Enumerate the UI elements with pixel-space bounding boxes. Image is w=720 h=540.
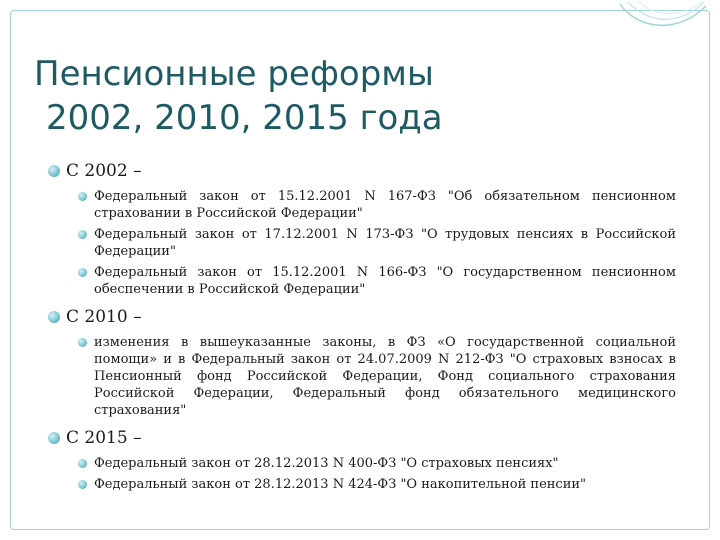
list-item xyxy=(36,334,676,419)
list-item-text: изменения в вышеуказанные законы, в ФЗ «О государственной социальной помощи» и в Федеральный закон от 24.07.2009 N 212-ФЗ "О страховых взносах в Пенсионный фонд Российской Федерации, Фонд социального страхования Российской Федерации, Федеральный фонд обязательного медицинского страхования" xyxy=(94,335,676,418)
list-item-text: Федеральный закон от 15.12.2001 N 166-ФЗ "О государственном пенсионном обеспечении в Российской Федерации" xyxy=(94,265,676,297)
bullet-icon xyxy=(78,230,87,239)
list-item xyxy=(36,226,676,260)
list-item xyxy=(36,476,676,493)
list-item xyxy=(36,455,676,472)
section-heading xyxy=(36,306,676,328)
section-heading-text: С 2015 – xyxy=(66,428,142,448)
bullet-icon xyxy=(78,268,87,277)
section-2002 xyxy=(36,160,676,298)
list-item-text: Федеральный закон от 28.12.2013 N 400-ФЗ "О страховых пенсиях" xyxy=(94,456,559,471)
bullet-icon xyxy=(78,480,87,489)
title-line-2: 2002, 2010, 2015 года xyxy=(46,98,443,138)
list-item-text: Федеральный закон от 28.12.2013 N 424-ФЗ "О накопительной пенсии" xyxy=(94,477,587,492)
bullet-icon xyxy=(48,311,60,323)
section-heading-text: С 2010 – xyxy=(66,307,142,327)
page-title xyxy=(34,52,674,140)
bullet-icon xyxy=(48,432,60,444)
list-item-text: Федеральный закон от 15.12.2001 N 167-ФЗ "Об обязательном пенсионном страховании в Российской Федерации" xyxy=(94,189,676,221)
section-2015 xyxy=(36,427,676,493)
section-heading xyxy=(36,427,676,449)
list-item-text: Федеральный закон от 17.12.2001 N 173-ФЗ "О трудовых пенсиях в Российской Федерации" xyxy=(94,227,676,259)
list-item xyxy=(36,264,676,298)
section-heading xyxy=(36,160,676,182)
corner-decoration-icon xyxy=(618,0,708,44)
section-heading-text: С 2002 – xyxy=(66,161,142,181)
slide-content xyxy=(36,160,676,501)
section-2010 xyxy=(36,306,676,419)
bullet-icon xyxy=(78,459,87,468)
list-item xyxy=(36,188,676,222)
bullet-icon xyxy=(78,338,87,347)
bullet-icon xyxy=(48,165,60,177)
bullet-icon xyxy=(78,192,87,201)
title-line-1: Пенсионные реформы xyxy=(34,54,434,94)
